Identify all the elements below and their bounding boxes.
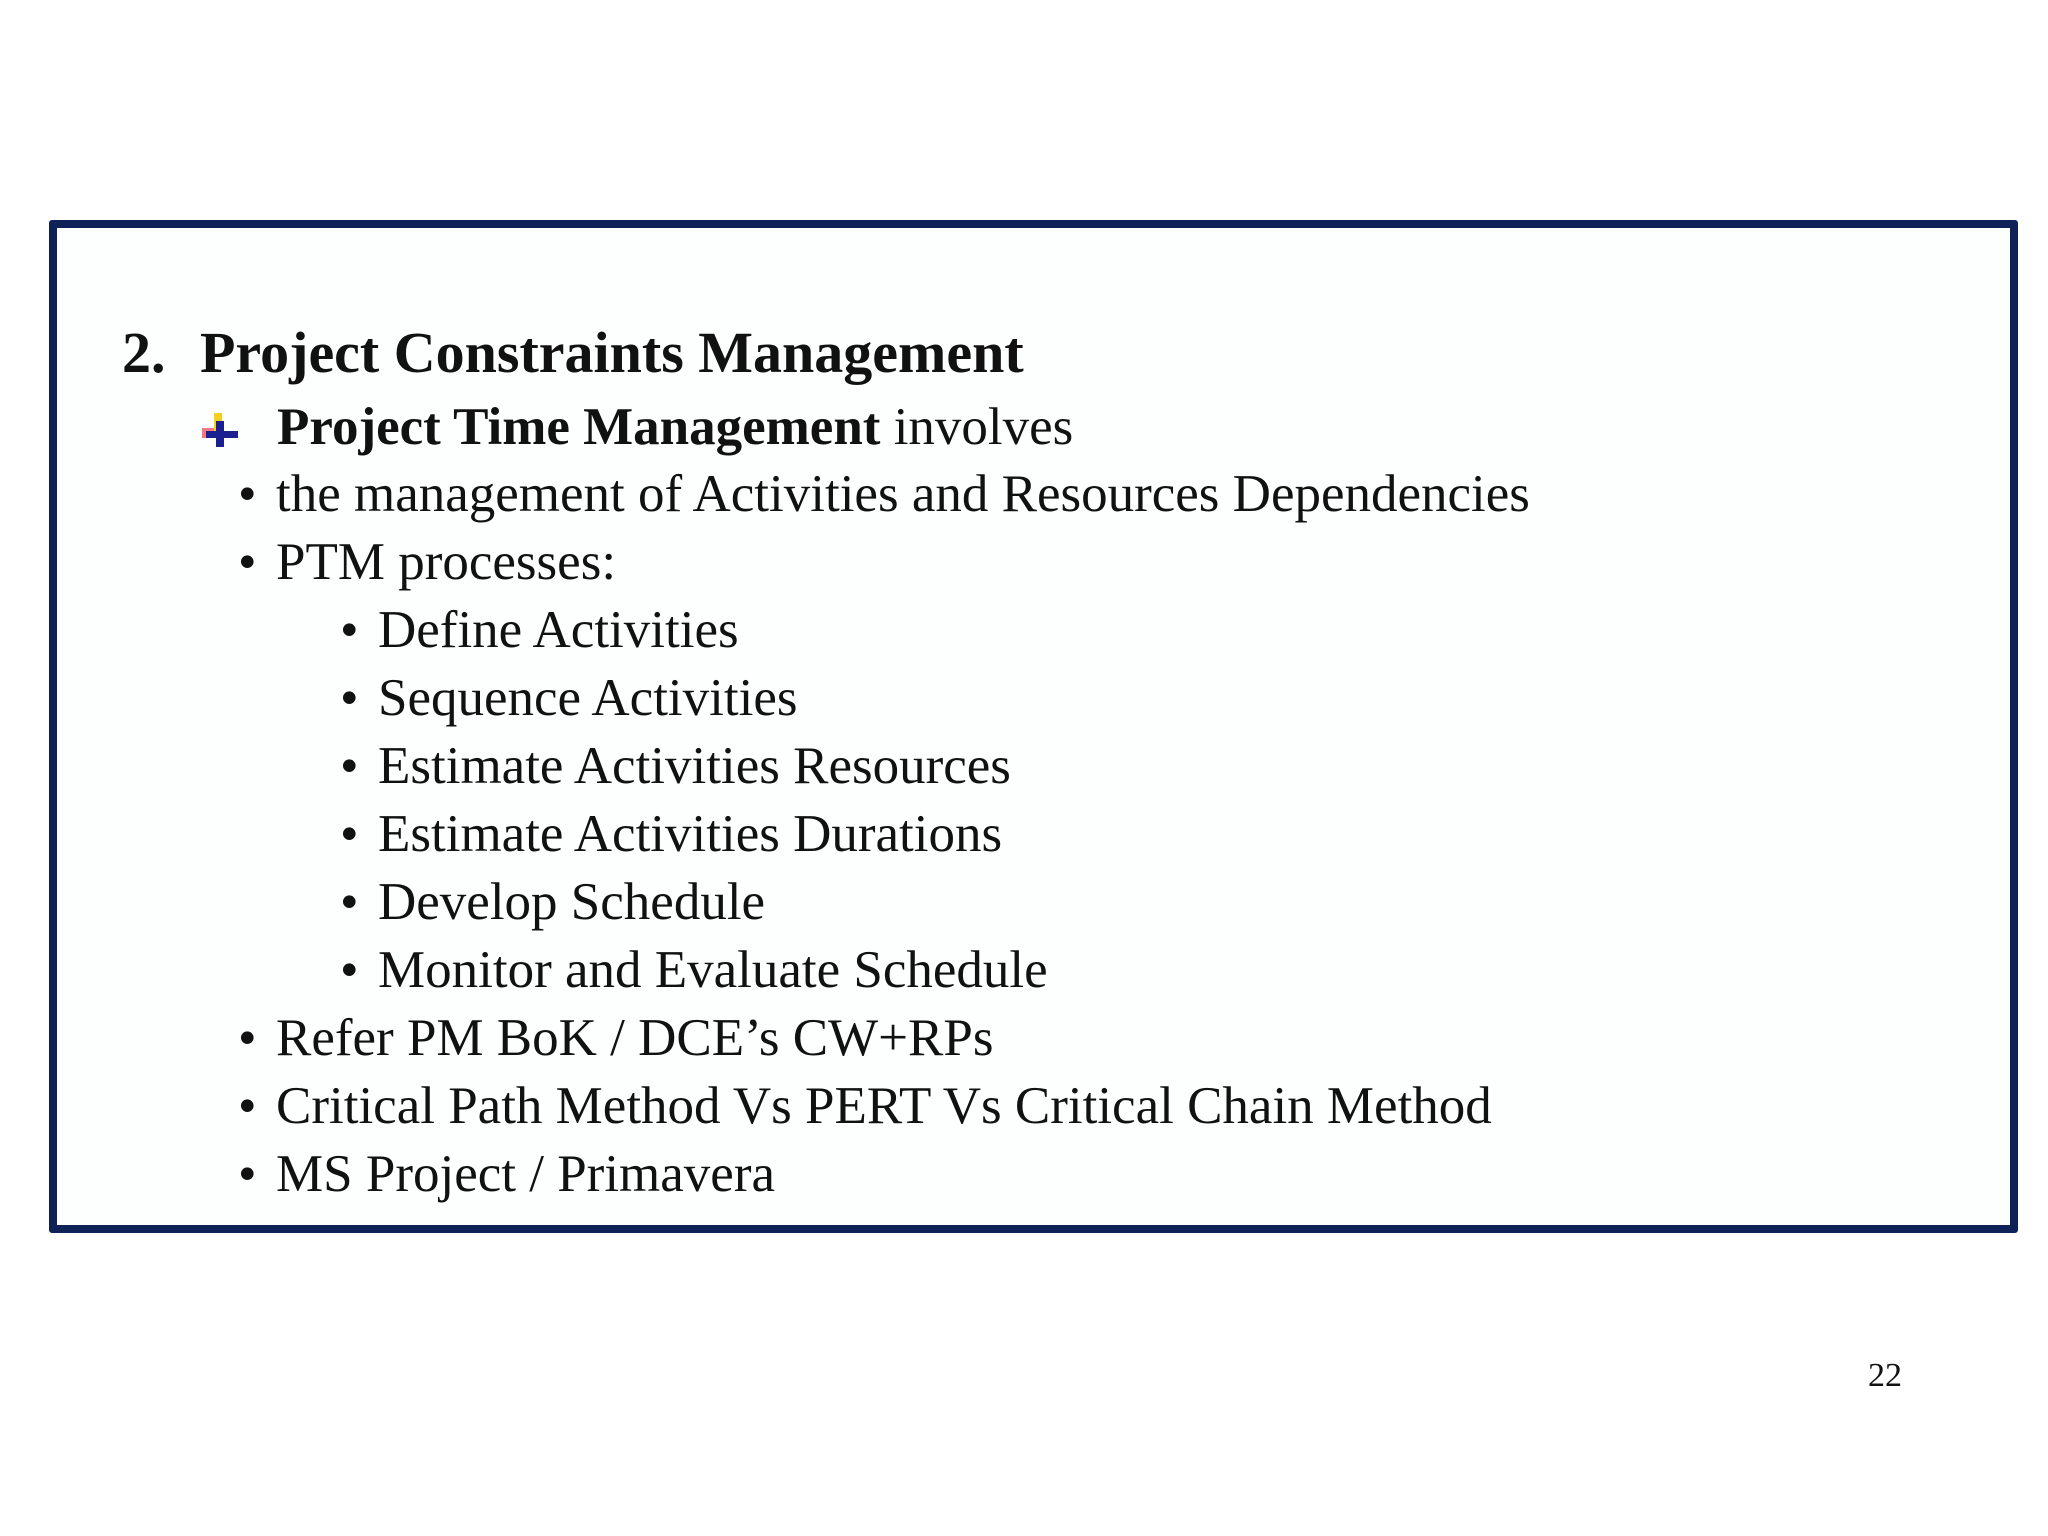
bullet-dot: • xyxy=(238,1145,257,1203)
list-item xyxy=(238,528,616,596)
list-item xyxy=(340,800,1002,868)
list-item xyxy=(340,868,765,936)
list-item xyxy=(340,664,797,732)
bullet-dot: • xyxy=(340,805,359,863)
list-item xyxy=(238,1072,1492,1140)
list-item-text: Estimate Activities Durations xyxy=(378,805,1003,863)
bullet-dot: • xyxy=(238,1009,257,1067)
sub-heading-bold: Project Time Management xyxy=(277,398,881,456)
bullet-dot: • xyxy=(340,941,359,999)
list-item xyxy=(238,1140,775,1208)
bullet-dot: • xyxy=(238,533,257,591)
list-item xyxy=(340,732,1011,800)
list-item-text: Critical Path Method Vs PERT Vs Critical Chain Method xyxy=(276,1077,1492,1135)
list-item-text: Refer PM BoK / DCE’s CW+RPs xyxy=(276,1009,994,1067)
list-item-text: Define Activities xyxy=(378,601,739,659)
plus-cross-bullet-icon xyxy=(202,411,238,447)
list-item xyxy=(340,936,1048,1004)
list-item-text: PTM processes: xyxy=(276,533,617,591)
list-item xyxy=(238,1004,993,1072)
page-number: 22 xyxy=(1868,1357,1902,1394)
bullet-dot: • xyxy=(340,601,359,659)
sub-heading-rest: involves xyxy=(880,398,1074,456)
bullet-dot: • xyxy=(340,737,359,795)
list-item-text: Develop Schedule xyxy=(378,873,766,931)
section-title: Project Constraints Management xyxy=(200,320,1024,385)
list-item-text: Sequence Activities xyxy=(378,669,798,727)
list-item xyxy=(238,460,1530,528)
bullet-dot: • xyxy=(340,669,359,727)
bullet-dot: • xyxy=(340,873,359,931)
section-number: 2. xyxy=(122,320,166,385)
list-item-text: MS Project / Primavera xyxy=(276,1145,775,1203)
list-item xyxy=(340,596,739,664)
sub-heading-text xyxy=(277,392,1073,462)
list-item-text: the management of Activities and Resources Dependencies xyxy=(276,465,1530,523)
list-item-text: Monitor and Evaluate Schedule xyxy=(378,941,1048,999)
list-item-text: Estimate Activities Resources xyxy=(378,737,1011,795)
section-heading xyxy=(122,318,1024,388)
bullet-dot: • xyxy=(238,465,257,523)
bullet-dot: • xyxy=(238,1077,257,1135)
